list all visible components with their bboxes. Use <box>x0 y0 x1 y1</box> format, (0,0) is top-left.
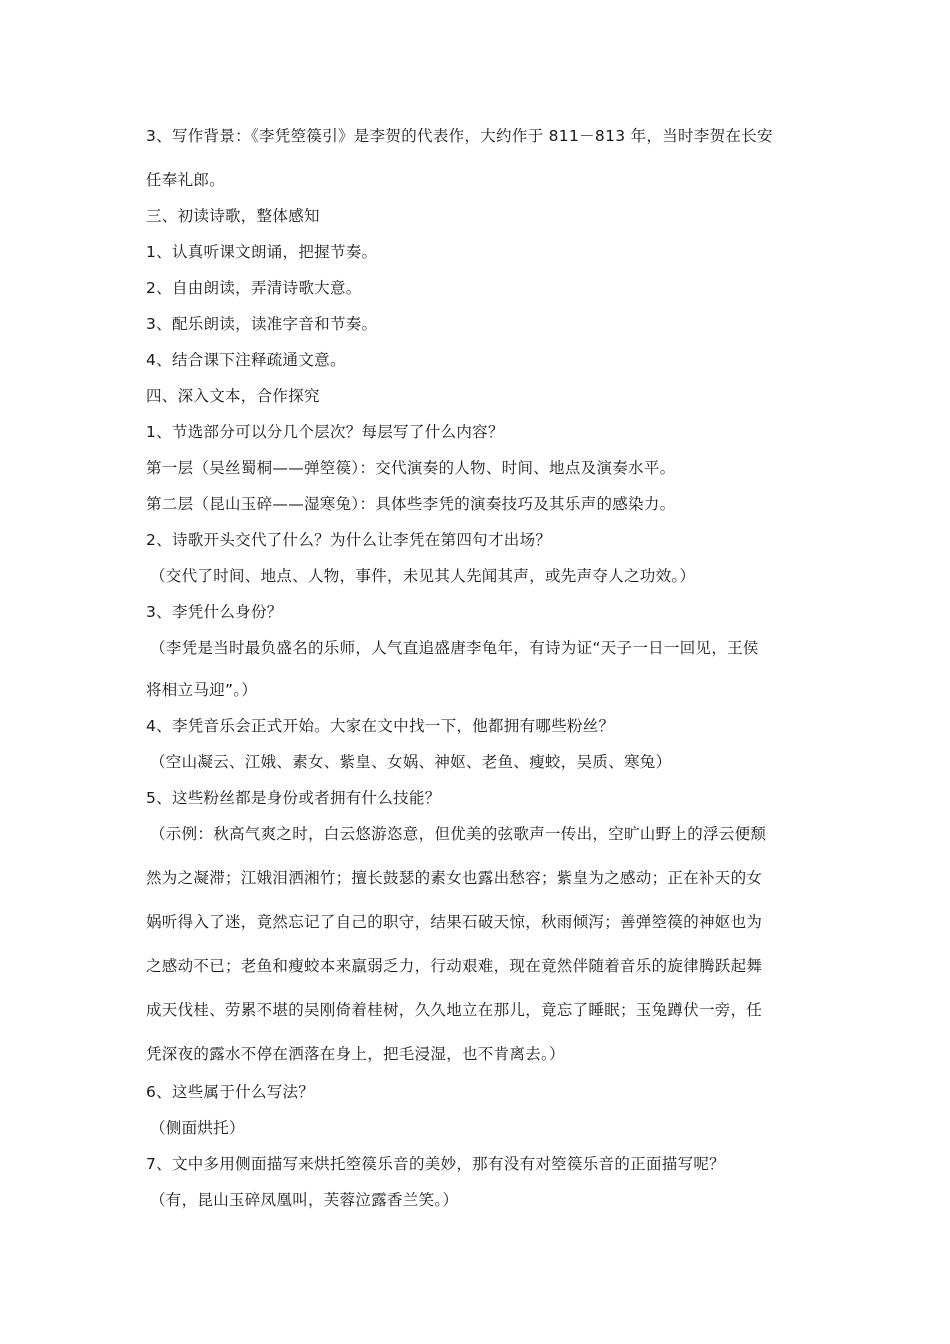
answer-continued: 凭深夜的露水不停在洒落在身上，把毛浸湿，也不肯离去。） <box>146 1045 565 1063</box>
answer-continued: 将相立马迎”。） <box>146 681 258 699</box>
section-heading: 三、初读诗歌，整体感知 <box>146 207 320 225</box>
text-line: 2、自由朗读，弄清诗歌大意。 <box>146 279 362 297</box>
question: 2、诗歌开头交代了什么？为什么让李凭在第四句才出场？ <box>146 531 552 549</box>
text-line: 第二层（昆山玉碎——湿寒兔）：具体些李凭的演奏技巧及其乐声的感染力。 <box>146 495 676 513</box>
answer: （李凭是当时最负盛名的乐师，人气直追盛唐李龟年，有诗为证“天子一日一回见，王侯 <box>150 639 759 657</box>
text-line: 第一层（吴丝蜀桐——弹箜篌）：交代演奏的人物、时间、地点及演奏水平。 <box>146 459 676 477</box>
text-line: 1、认真听课文朗诵，把握节奏。 <box>146 243 378 261</box>
text-line: 3、写作背景：《李凭箜篌引》是李贺的代表作，大约作于 811－813 年，当时李贺在长安 <box>146 127 773 145</box>
section-heading: 四、深入文本，合作探究 <box>146 387 320 405</box>
answer-continued: 成天伐桂、劳累不堪的吴刚倚着桂树，久久地立在那儿，竟忘了睡眠；玉兔蹲伏一旁，任 <box>146 1001 763 1019</box>
question: 3、李凭什么身份？ <box>146 603 283 621</box>
question: 5、这些粉丝都是身份或者拥有什么技能？ <box>146 789 441 807</box>
question: 7、文中多用侧面描写来烘托箜篌乐音的美妙，那有没有对箜篌乐音的正面描写呢？ <box>146 1155 725 1173</box>
answer: （空山凝云、江娥、素女、紫皇、女娲、神妪、老鱼、瘦蛟，吴质、寒兔） <box>150 753 672 771</box>
answer: （交代了时间、地点、人物，事件，未见其人先闻其声，或先声夺人之功效。） <box>150 567 696 585</box>
text-line: 任奉礼郎。 <box>146 171 226 189</box>
question: 4、李凭音乐会正式开始。大家在文中找一下，他都拥有哪些粉丝？ <box>146 717 615 735</box>
answer: （侧面烘托） <box>150 1119 245 1137</box>
answer: （示例：秋高气爽之时，白云悠游恣意，但优美的弦歌声一传出，空旷山野上的浮云便颓 <box>150 825 767 843</box>
answer-continued: 娲听得入了迷，竟然忘记了自己的职守，结果石破天惊，秋雨倾泻；善弹箜篌的神妪也为 <box>146 913 763 931</box>
question: 1、节选部分可以分几个层次？每层写了什么内容？ <box>146 423 504 441</box>
answer: （有，昆山玉碎凤凰叫，芙蓉泣露香兰笑。） <box>150 1191 459 1209</box>
text-line: 3、配乐朗读，读准字音和节奏。 <box>146 315 378 333</box>
text-line: 4、结合课下注释疏通文意。 <box>146 351 346 369</box>
question: 6、这些属于什么写法？ <box>146 1083 315 1101</box>
answer-continued: 然为之凝滞；江娥泪洒湘竹；擅长鼓瑟的素女也露出愁容；紫皇为之感动；正在补天的女 <box>146 869 763 887</box>
answer-continued: 之感动不已；老鱼和瘦蛟本来羸弱乏力，行动艰难，现在竟然伴随着音乐的旋律腾跃起舞 <box>146 957 763 975</box>
